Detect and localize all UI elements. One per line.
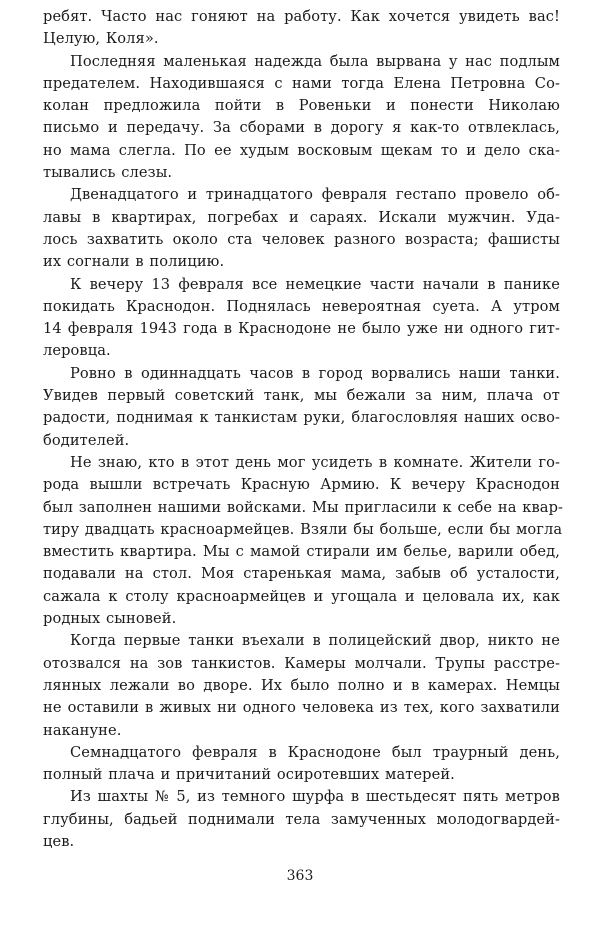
text-line: полный плача и причитаний осиротевших матерей.: [43, 766, 455, 784]
text-line: ребят. Часто нас гоняют на работу. Как хочется увидеть вас!: [43, 8, 560, 25]
text-line: Ровно в одиннадцать часов в город ворвались наши танки.: [70, 364, 560, 382]
text-line: бодителей.: [43, 431, 130, 449]
page-number: 363: [286, 868, 314, 884]
text-line: радости, поднимая к танкистам руки, благословляя наших осво-: [43, 409, 560, 427]
text-line: лось захватить около ста человек разного возраста; фашисты: [43, 230, 560, 248]
paragraph: [43, 630, 560, 741]
text-line: письмо и передачу. За сборами в дорогу я как-то отвлеклась,: [43, 119, 560, 137]
text-line: колан предложила пойти в Ровеньки и понести Николаю: [43, 97, 560, 115]
paragraph: [43, 274, 560, 363]
paragraph: [43, 363, 560, 452]
paragraph: [43, 786, 560, 853]
text-line: Семнадцатого февраля в Краснодоне был траурный день,: [70, 743, 560, 761]
page-body: [43, 6, 564, 853]
paragraph: [43, 6, 560, 51]
text-line: покидать Краснодон. Поднялась невероятная суета. А утром: [43, 297, 560, 315]
text-line: был заполнен нашими войсками. Мы пригласили к себе на квар-: [43, 498, 564, 516]
text-line: тывались слезы.: [43, 164, 173, 182]
text-line: глубины, бадьей поднимали тела замученных молодогвардей-: [43, 810, 560, 828]
text-line: но мама слегла. По ее худым восковым щекам то и дело ска-: [43, 141, 560, 159]
text-line: цев.: [43, 832, 75, 850]
text-line: Последняя маленькая надежда была вырвана у нас подлым: [70, 52, 560, 70]
text-line: родных сыновей.: [43, 610, 177, 628]
text-line: леровца.: [43, 342, 111, 360]
text-line: накануне.: [43, 721, 122, 739]
paragraph: [43, 742, 560, 787]
text-line: Увидев первый советский танк, мы бежали за ним, плача от: [43, 387, 560, 405]
text-line: лянных лежали во дворе. Их было полно и в камерах. Немцы: [43, 676, 560, 694]
paragraph: [43, 184, 560, 273]
text-line: тиру двадцать красноармейцев. Взяли бы больше, если бы могла: [43, 520, 563, 538]
text-line: лавы в квартирах, погребах и сараях. Искали мужчин. Уда-: [43, 208, 560, 226]
text-line: сажала к столу красноармейцев и угощала и целовала их, как: [43, 587, 560, 605]
text-line: вместить квартира. Мы с мамой стирали им белье, варили обед,: [43, 543, 560, 561]
text-line: их согнали в полицию.: [43, 253, 225, 271]
text-line: Целую, Коля».: [43, 30, 159, 48]
text-line: К вечеру 13 февраля все немецкие части начали в панике: [70, 275, 560, 293]
text-line: предателем. Находившаяся с нами тогда Елена Петровна Со-: [43, 74, 560, 92]
text-line: Не знаю, кто в этот день мог усидеть в комнате. Жители го-: [70, 453, 560, 471]
text-line: Из шахты № 5, из темного шурфа в шестьдесят пять метров: [70, 788, 560, 806]
text-line: отозвался на зов танкистов. Камеры молчали. Трупы расстре-: [43, 654, 560, 672]
text-line: рода вышли встречать Красную Армию. К вечеру Краснодон: [43, 476, 560, 494]
paragraph: [43, 452, 564, 630]
text-line: подавали на стол. Моя старенькая мама, забыв об усталости,: [43, 565, 560, 583]
text-line: Когда первые танки въехали в полицейский двор, никто не: [70, 632, 560, 650]
text-line: не оставили в живых ни одного человека из тех, кого захватили: [43, 699, 560, 717]
text-line: 14 февраля 1943 года в Краснодоне не было уже ни одного гит-: [43, 320, 560, 338]
paragraph: [43, 51, 560, 185]
text-line: Двенадцатого и тринадцатого февраля гестапо провело об-: [70, 186, 560, 204]
